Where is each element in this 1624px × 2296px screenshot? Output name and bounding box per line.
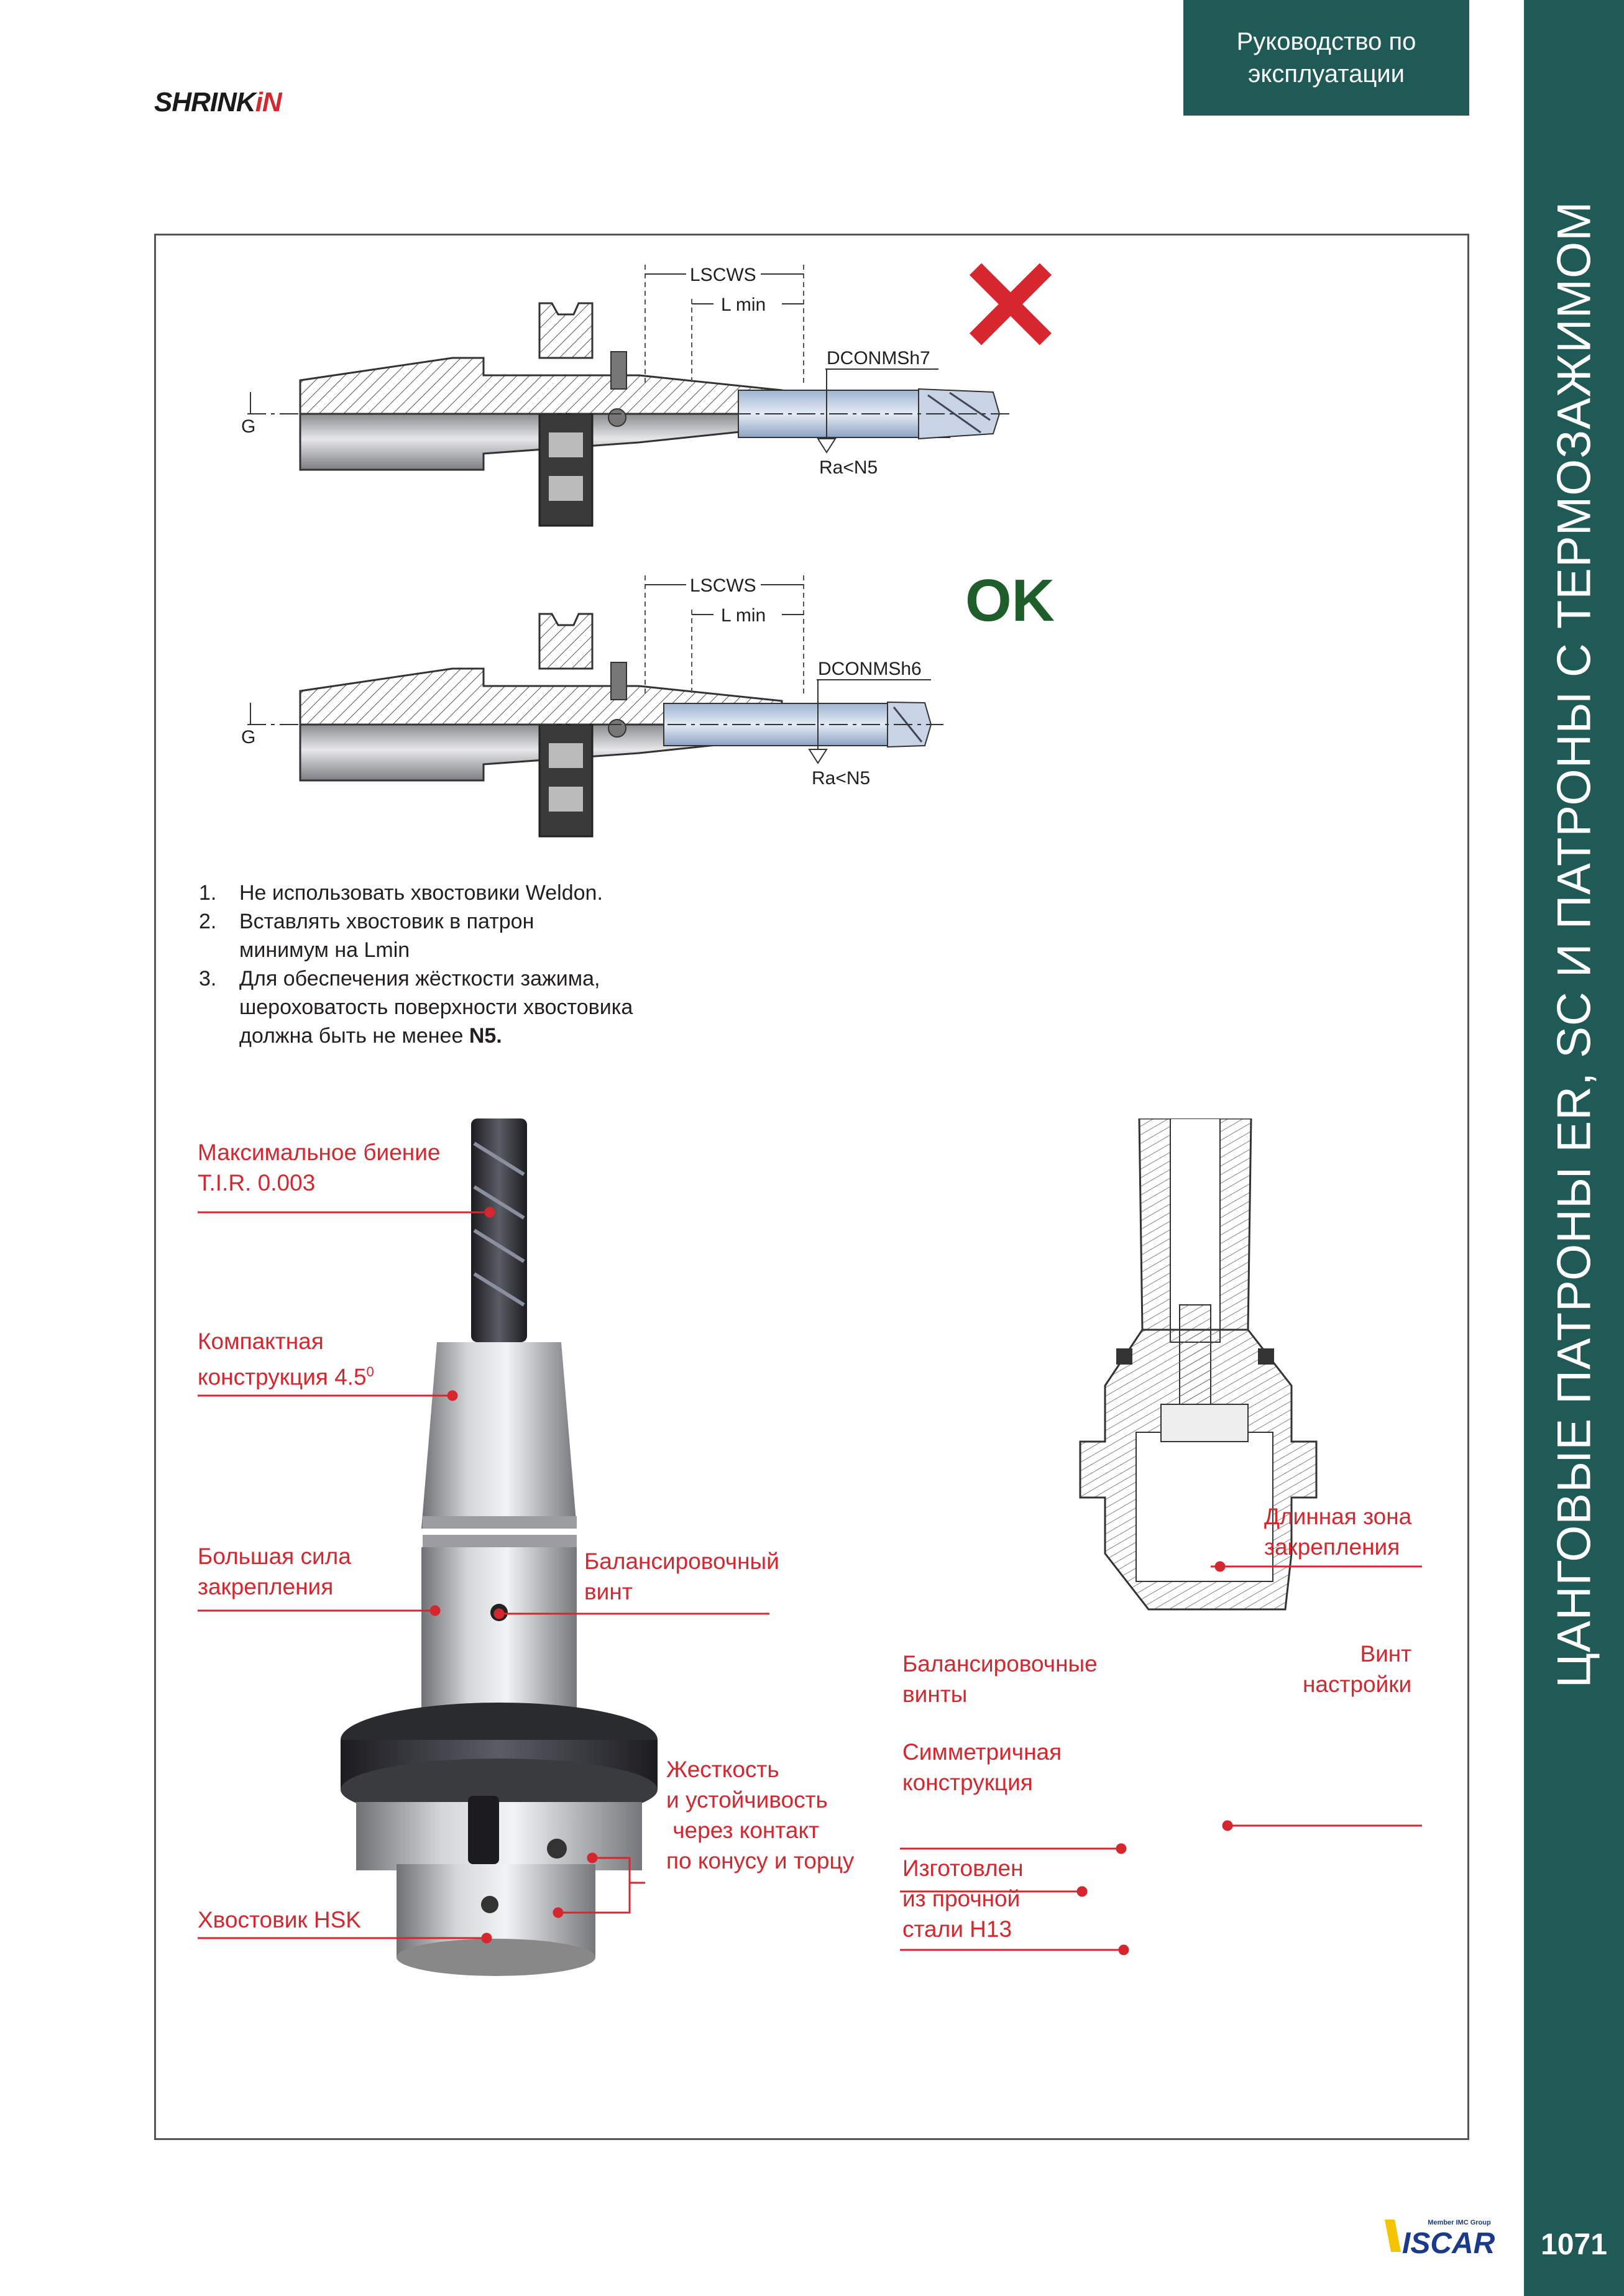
top-g-label: G [241, 416, 256, 437]
instruction-number: 3. [199, 967, 217, 990]
callout-compact [198, 1326, 374, 1392]
side-band [1524, 0, 1624, 2193]
instruction-text: Вставлять хвостовик в патрон [239, 910, 534, 933]
logo-text-1: SHRINK [154, 87, 255, 117]
bottom-ra-label: Ra<N5 [812, 768, 871, 789]
iscar-logo [1385, 2215, 1509, 2264]
callout-text: Изготовлен [902, 1855, 1024, 1881]
callout-text: и устойчивость [666, 1787, 828, 1813]
callout-rigidity [666, 1754, 854, 1876]
top-lscws-label: LSCWS [690, 265, 756, 285]
callout-text: из прочной [902, 1886, 1021, 1911]
callout-text: стали H13 [902, 1916, 1012, 1942]
callout-symmetric [902, 1737, 1062, 1798]
product-illustrations [154, 1118, 1469, 2013]
callout-text: Компактная [198, 1329, 324, 1354]
drawing-wrong [241, 234, 1065, 526]
callout-adjust-screw [1303, 1639, 1411, 1699]
manual-tab-line2: эксплуатации [1248, 60, 1405, 88]
callout-text: Длинная зона [1264, 1504, 1412, 1529]
iscar-logo-text: ISCAR [1402, 2227, 1495, 2260]
callout-balance-screws [902, 1649, 1098, 1709]
callout-text: закрепления [1264, 1534, 1400, 1560]
callout-balance-screw [584, 1546, 779, 1607]
instruction-item [199, 964, 733, 1050]
bottom-g-label: G [241, 727, 256, 748]
callout-force [198, 1541, 351, 1602]
callout-text: винты [902, 1681, 968, 1707]
callout-text: Винт [1360, 1641, 1412, 1667]
callout-runout [198, 1137, 440, 1198]
callout-text: Максимальное биение [198, 1140, 441, 1165]
instruction-text: Для обеспечения жёсткости зажима, [239, 967, 600, 990]
drawing-ok [241, 567, 1055, 836]
manual-tab [1183, 0, 1469, 116]
wrong-mark: ✕ [956, 234, 1065, 380]
top-ra-label: Ra<N5 [819, 457, 878, 478]
instructions-list [199, 879, 733, 1050]
callout-text: настройки [1303, 1672, 1412, 1697]
shrinkin-logo [154, 87, 282, 118]
callout-text: винт [584, 1579, 633, 1604]
callout-hsk [198, 1905, 361, 1935]
callout-text: Симметричная [902, 1739, 1062, 1765]
instruction-bold: N5. [469, 1024, 502, 1048]
side-title: ЦАНГОВЫЕ ПАТРОНЫ ER, SC И ПАТРОНЫ С ТЕРМОЗАЖИМОМ [1548, 201, 1600, 1688]
page-number: 1071 [1524, 2193, 1624, 2296]
instruction-number: 2. [199, 910, 217, 933]
shrink-fit-drawings [154, 234, 1469, 880]
instruction-number: 1. [199, 881, 217, 905]
instruction-item [199, 879, 733, 907]
callout-text: Жесткость [666, 1757, 779, 1782]
callout-steel [902, 1853, 1024, 1944]
callout-sup: 0 [366, 1364, 374, 1379]
callout-text: Балансировочный [584, 1548, 779, 1574]
member-text: Member IMC Group [1428, 2219, 1491, 2226]
instruction-text: минимум на Lmin [239, 938, 410, 962]
callout-text: T.I.R. 0.003 [198, 1170, 316, 1196]
instruction-text: должна быть не менее [239, 1024, 469, 1048]
top-dconms-label: DCONMSh7 [827, 348, 930, 368]
manual-tab-line1: Руководство по [1236, 28, 1416, 55]
instruction-text: шероховатость поверхности хвостовика [239, 995, 633, 1019]
callout-text: Балансировочные [902, 1651, 1098, 1676]
ok-mark: OK [965, 567, 1055, 634]
bottom-dconms-label: DCONMSh6 [818, 659, 922, 679]
callout-text: закрепления [198, 1574, 334, 1599]
bottom-lscws-label: LSCWS [690, 575, 756, 596]
instruction-text: Не использовать хвостовики Weldon. [239, 881, 603, 905]
callout-text: по конусу и торцу [666, 1848, 855, 1873]
callout-text: конструкция [902, 1770, 1033, 1795]
instruction-item [199, 907, 733, 964]
bottom-lmin-label: L min [721, 605, 766, 626]
callout-text: через контакт [666, 1818, 819, 1843]
callout-text: конструкция 4.5 [198, 1364, 367, 1390]
logo-text-2: iN [255, 87, 282, 117]
top-lmin-label: L min [721, 295, 766, 315]
callout-text: Хвостовик HSK [198, 1907, 361, 1932]
callout-text: Большая сила [198, 1544, 351, 1569]
callout-long-zone [1264, 1501, 1411, 1562]
